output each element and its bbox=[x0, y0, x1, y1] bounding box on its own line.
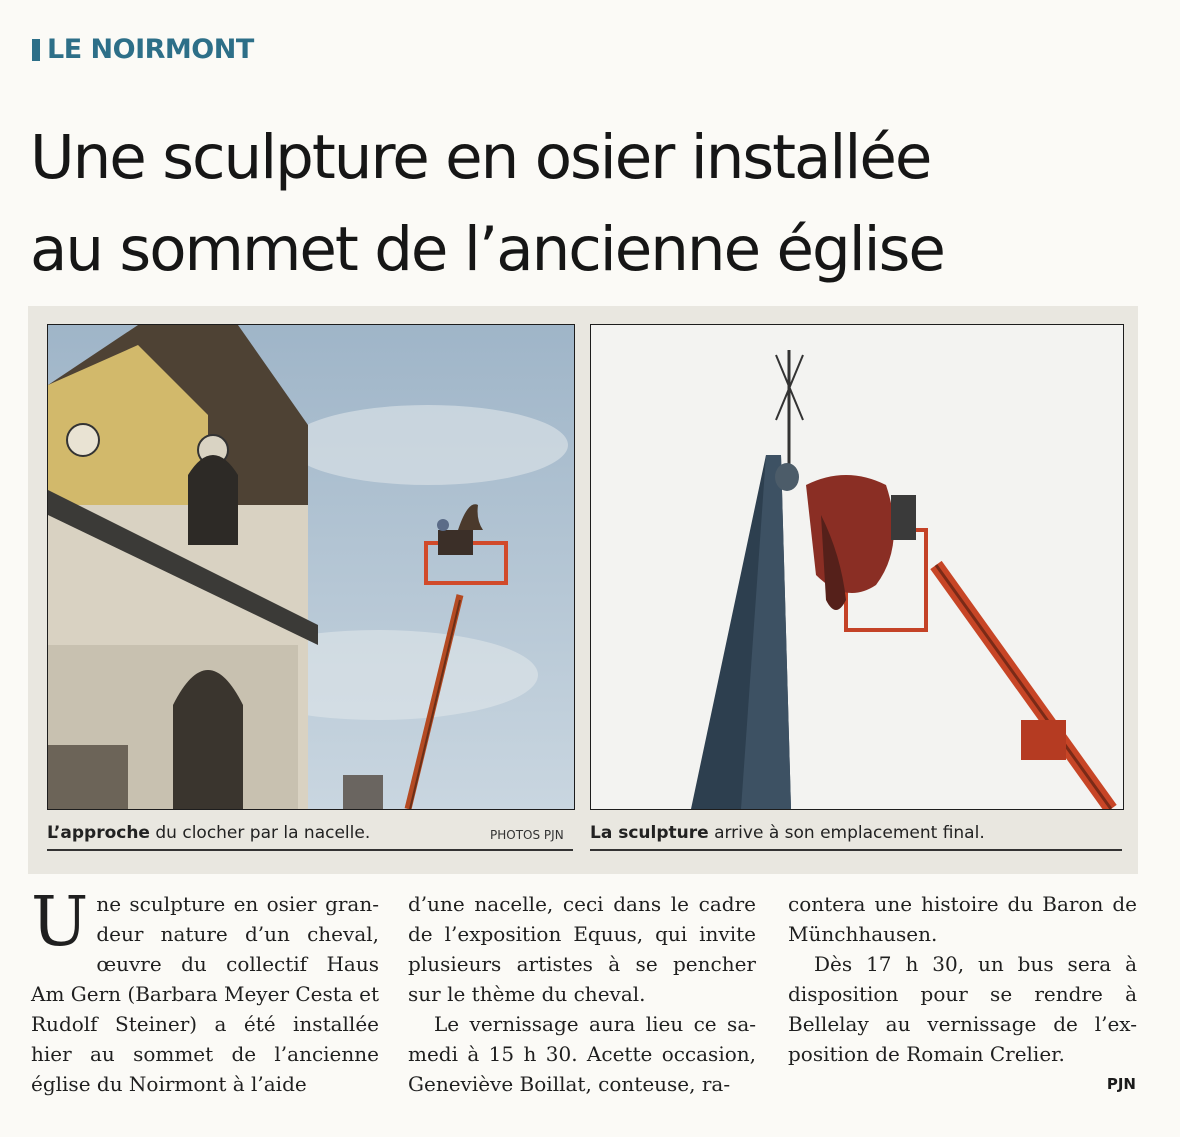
caption-left-text: du clocher par la nacelle. bbox=[149, 823, 371, 843]
photo-right bbox=[590, 324, 1124, 810]
drop-cap: U bbox=[31, 883, 89, 962]
col2-paragraph-1: d’une nacelle, ceci dans le cadre de l’exposition Equus, qui invite plusieurs artistes à se pencher sur le thème du cheval. bbox=[408, 892, 756, 1006]
headline-line-1: Une sculpture en osier installée bbox=[30, 122, 931, 193]
section-kicker bbox=[32, 34, 254, 65]
caption-right-bold: La sculpture bbox=[590, 823, 709, 843]
caption-left-bold: L’approche bbox=[47, 823, 150, 843]
body-column-2 bbox=[408, 889, 756, 1099]
caption-right-text: arrive à son emplacement final. bbox=[708, 823, 985, 843]
col1-text: ne sculpture en osier gran-deur nature d’un cheval, œuvre du collectif Haus Am Gern (Barbara Meyer Cesta et Rudolf Steiner) a été installée hier au sommet de l’ancienne église du Noirmont à l’aide bbox=[31, 892, 379, 1096]
author-signature: PJN bbox=[1106, 1075, 1136, 1093]
kicker-label: LE NOIRMONT bbox=[47, 34, 254, 65]
col2-paragraph-2: Le vernissage aura lieu ce sa-medi à 15 h 30. Acette occasion, Geneviève Boillat, conteuse, ra- bbox=[408, 1012, 756, 1096]
headline-line-2: au sommet de l’ancienne église bbox=[30, 214, 944, 285]
headline bbox=[30, 112, 944, 296]
body-column-3 bbox=[788, 889, 1137, 1069]
kicker-square-icon bbox=[32, 39, 40, 61]
photo-left bbox=[47, 324, 575, 810]
col3-paragraph-1: contera une histoire du Baron de Münchhausen. bbox=[788, 892, 1137, 946]
photo-credit: PHOTOS PJN bbox=[490, 828, 564, 842]
caption-right bbox=[590, 823, 1122, 851]
col3-paragraph-2: Dès 17 h 30, un bus sera à disposition pour se rendre à Bellelay au vernissage de l’ex-position de Romain Crelier. bbox=[788, 952, 1137, 1066]
body-column-1 bbox=[31, 883, 379, 1099]
